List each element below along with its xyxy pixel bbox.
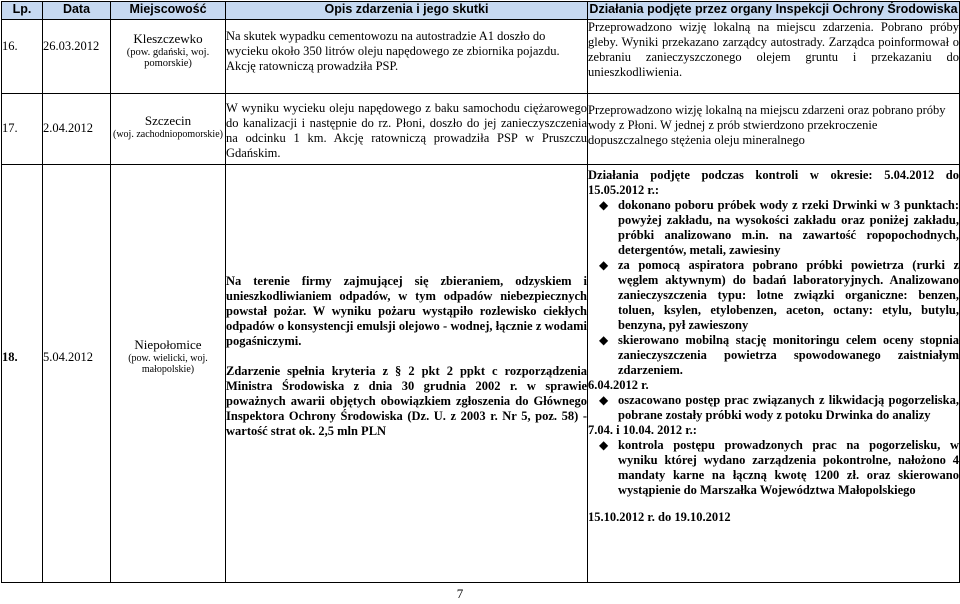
action-date: 6.04.2012 r. bbox=[588, 378, 649, 392]
row-date bbox=[43, 20, 111, 94]
diamond-bullet-icon: ◆ bbox=[599, 198, 609, 212]
action-heading: Działania podjęte podczas kontroli w okresie: 5.04.2012 do 15.05.2012 r.: bbox=[588, 168, 959, 197]
row-date-text: 2.04.2012 bbox=[43, 121, 93, 135]
page-number: 7 bbox=[456, 586, 464, 601]
row-date bbox=[43, 94, 111, 165]
row-number-text: 16. bbox=[2, 39, 18, 53]
header-date: Data bbox=[43, 2, 111, 20]
list-item-text: za pomocą aspiratora pobrano próbki powietrza (rurki z węglem aktywnym) do badań laboratoryjnych. Analizowano zanieczyszczenia typu: lotne związki organiczne: benzen, toluen, ksylen, etylobenzen, aceton, octany: etylu, butylu, benzyna, pył zawieszony bbox=[618, 258, 959, 332]
event-text: Na skutek wypadku cementowozu na autostradzie A1 doszło do wycieku około 350 litrów oleju napędowego ze zbiornika pojazdu. Akcję ratowniczą prowadziła PSP. bbox=[226, 29, 560, 73]
header-actions: Działania podjęte przez organy Inspekcji Ochrony Środowiska bbox=[588, 2, 960, 20]
event-text: W wyniku wycieku oleju napędowego z baku samochodu ciężarowego do kanalizacji i następnie do rz. Płoni, doszło do jej zanieczyszczenia na odcinku 1 km. Akcję ratowniczą prowadziła PSP w Pruszczu Gdańskim. bbox=[226, 101, 587, 160]
row-number-text: 17. bbox=[2, 121, 18, 135]
place-region: (pow. gdański, woj. pomorskie) bbox=[126, 47, 210, 69]
table-row bbox=[2, 165, 960, 583]
table-row bbox=[2, 20, 960, 94]
row-event bbox=[226, 165, 588, 583]
place-name: Niepołomice bbox=[134, 337, 202, 352]
row-number bbox=[2, 165, 43, 583]
action-list bbox=[588, 393, 959, 423]
action-date: 15.10.2012 r. do 19.10.2012 bbox=[588, 510, 731, 524]
row-number-text: 18. bbox=[2, 350, 18, 364]
row-actions bbox=[588, 165, 960, 583]
list-item-text: skierowano mobilną stację monitoringu celem oceny stopnia zanieczyszczenia powietrza spowodowanego zaistniałym zdarzeniem. bbox=[618, 333, 959, 377]
row-date-text: 26.03.2012 bbox=[43, 39, 100, 53]
row-place bbox=[111, 165, 226, 583]
row-date bbox=[43, 165, 111, 583]
list-item-text: kontrola postępu prowadzonych prac na pogorzelisku, w wyniku której wydano zarządzenia pokontrolne, nałożono 4 mandaty karne na łączną kwotę 1200 zł. oraz skierowano wystąpienie do Marszałka Województwa Małopolskiego bbox=[618, 438, 959, 497]
row-actions bbox=[588, 20, 960, 94]
action-list bbox=[588, 198, 959, 378]
diamond-bullet-icon: ◆ bbox=[599, 438, 609, 452]
row-date-text: 5.04.2012 bbox=[43, 350, 93, 364]
list-item-text: oszacowano postęp prac związanych z likwidacją pogorzeliska, pobrane zostały próbki wody z potoku Drwinka do analizy bbox=[618, 393, 959, 422]
header-event: Opis zdarzenia i jego skutki bbox=[226, 2, 588, 20]
diamond-bullet-icon: ◆ bbox=[599, 258, 609, 272]
event-paragraph: Zdarzenie spełnia kryteria z § 2 pkt 2 ppkt c rozporządzenia Ministra Środowiska z dnia 30 grudnia 2002 r. w sprawie poważnych awarii objętych obowiązkiem zgłoszenia do Głównego Inspektora Ochrony Środowiska (Dz. U. z 2003 r. Nr 5, poz. 58) - wartość strat ok. 2,5 mln PLN bbox=[226, 364, 587, 438]
list-item bbox=[599, 198, 959, 258]
event-paragraph: Na terenie firmy zajmującej się zbieraniem, odzyskiem i unieszkodliwianiem odpadów, w tym odpadów niebezpiecznych powstał pożar. W wyniku pożaru wystąpiło rozlewisko ciekłych odpadów o konsystencji emulsji olejowo - wodnej, łącznie z wodami pogaśniczymi. bbox=[226, 274, 587, 348]
list-item bbox=[599, 333, 959, 378]
place-region: (woj. zachodniopomorskie) bbox=[113, 129, 223, 140]
header-row bbox=[2, 2, 960, 20]
incident-table bbox=[1, 1, 960, 583]
row-actions bbox=[588, 94, 960, 165]
place-region: (pow. wielicki, woj. małopolskie) bbox=[128, 353, 208, 375]
place-name: Szczecin bbox=[144, 113, 192, 128]
list-item bbox=[599, 393, 959, 423]
header-lp: Lp. bbox=[2, 2, 43, 20]
list-item-text: dokonano poboru próbek wody z rzeki Drwinki w 3 punktach: powyżej zakładu, na wysokości zakładu oraz poniżej zakładu, próbki analizowano m.in. na zawartość ropopochodnych, detergentów, metali, zawiesiny bbox=[618, 198, 959, 257]
list-item bbox=[599, 438, 959, 498]
row-event bbox=[226, 94, 588, 165]
action-text: Przeprowadzono wizję lokalną na miejscu zdarzenia. Pobrano próby gleby. Wyniki przekazano zarządcy autostrady. Zarządca poinformował o zebraniu zanieczyszczonego olejem gruntu i przekazaniu do unieszkodliwienia. bbox=[588, 20, 959, 79]
action-date: 7.04. i 10.04. 2012 r.: bbox=[588, 423, 697, 437]
diamond-bullet-icon: ◆ bbox=[599, 333, 609, 347]
action-list bbox=[588, 438, 959, 498]
list-item bbox=[599, 258, 959, 333]
row-number bbox=[2, 20, 43, 94]
row-place bbox=[111, 94, 226, 165]
action-text: Przeprowadzono wizję lokalną na miejscu zdarzeni oraz pobrano próby wody z Płoni. W jednej z prób stwierdzono przekroczenie dopuszczalnego stężenia oleju mineralnego bbox=[588, 103, 946, 147]
row-place bbox=[111, 20, 226, 94]
header-place: Miejscowość bbox=[111, 2, 226, 20]
row-event bbox=[226, 20, 588, 94]
diamond-bullet-icon: ◆ bbox=[599, 393, 609, 407]
row-number bbox=[2, 94, 43, 165]
table-row bbox=[2, 94, 960, 165]
place-name: Kleszczewko bbox=[133, 31, 203, 46]
